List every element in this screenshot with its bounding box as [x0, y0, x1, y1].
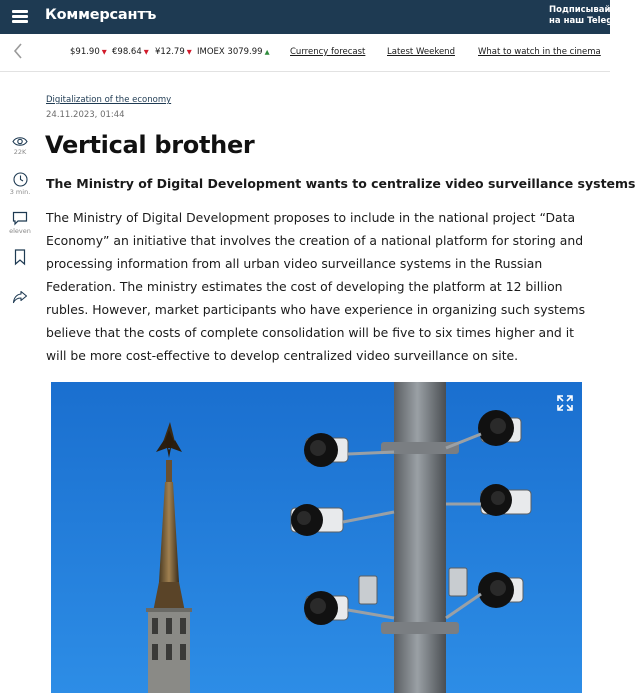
read-time	[8, 172, 32, 196]
photo-cctv-cameras	[51, 382, 582, 693]
share-button[interactable]	[8, 290, 32, 304]
article-date: 24.11.2023, 01:44	[46, 110, 125, 120]
ticker-cny[interactable]	[155, 47, 192, 57]
nav-link-latest-weekend[interactable]: Latest Weekend	[387, 47, 455, 57]
views-count: 22K	[13, 148, 27, 156]
ticker-usd[interactable]	[70, 47, 107, 57]
ticker-eur[interactable]	[112, 47, 149, 57]
subscribe-line-1: Подписывайтесь	[549, 5, 632, 15]
down-arrow-icon: ▼	[186, 48, 192, 56]
bookmark-button[interactable]	[8, 249, 32, 265]
ticker-eur-value: €98.64	[112, 47, 142, 57]
telegram-subscribe-link[interactable]	[549, 5, 632, 27]
article-subtitle: The Ministry of Digital Development wants to centralize video surveillance systems	[46, 176, 636, 191]
hamburger-menu-icon[interactable]	[12, 10, 28, 23]
subscribe-line-2: на наш Telegram	[549, 16, 632, 26]
read-time-value: 3 min.	[9, 188, 31, 196]
expand-icon[interactable]	[556, 394, 574, 412]
ticker-bar	[0, 34, 610, 72]
article-rubric-link[interactable]: Digitalization of the economy	[46, 95, 172, 105]
comments-count: eleven	[9, 227, 31, 235]
ticker-imoex-value: IMOEX 3079.99	[197, 47, 263, 57]
chevron-left-icon[interactable]	[13, 43, 27, 61]
comment-icon	[12, 211, 28, 226]
site-logo[interactable]: Коммерсантъ	[45, 7, 157, 23]
article-lead: The Ministry of Digital Development proposes to include in the national project “Data Economy” an initiative that involves the creation of a national platform for storing and processing information from all urban video surveillance systems in the Russian Federation. The ministry estimates the cost of developing the platform at 12 billion rubles. However, market participants who have experience in organizing such systems believe that the costs of complete consolidation will be five to six times higher and it will be more cost-effective to develop centralized video surveillance on site.	[46, 210, 586, 363]
comments-button[interactable]	[8, 211, 32, 235]
bookmark-icon	[14, 249, 26, 265]
views-counter	[8, 136, 32, 156]
clock-icon	[13, 172, 28, 187]
site-header	[0, 0, 632, 34]
down-arrow-icon: ▼	[101, 48, 107, 56]
up-arrow-icon: ▲	[264, 48, 270, 56]
nav-link-cinema[interactable]: What to watch in the cinema	[478, 47, 601, 57]
nav-link-currency-forecast[interactable]: Currency forecast	[290, 47, 366, 57]
article-photo[interactable]	[51, 382, 582, 693]
down-arrow-icon: ▼	[143, 48, 149, 56]
ticker-imoex[interactable]	[197, 47, 270, 57]
eye-icon	[12, 136, 28, 147]
share-icon	[12, 290, 28, 304]
ticker-cny-value: ¥12.79	[155, 47, 185, 57]
ticker-usd-value: $91.90	[70, 47, 100, 57]
article-title: Vertical brother	[45, 131, 255, 159]
